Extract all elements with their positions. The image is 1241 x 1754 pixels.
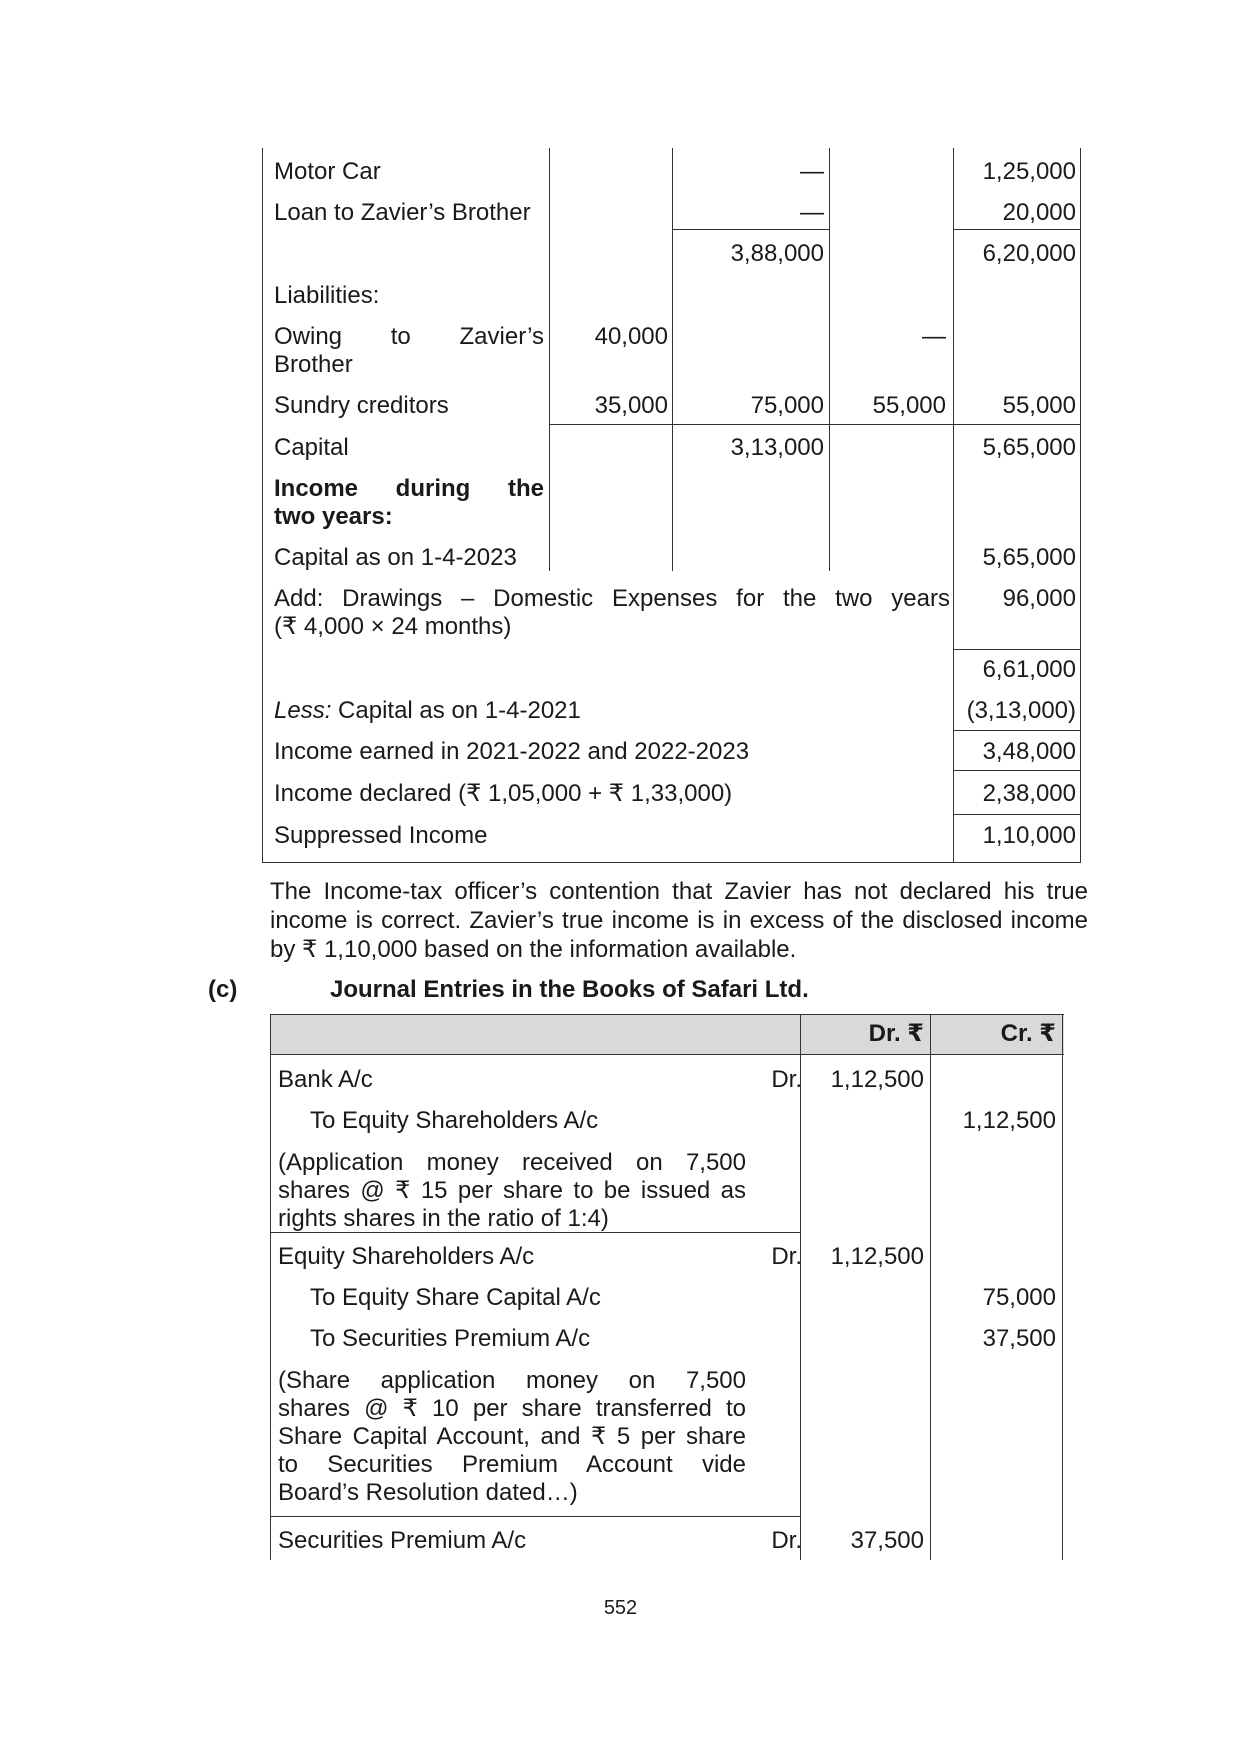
narration-line: Board’s Resolution dated…) [278, 1479, 578, 1506]
row-label: Add: Drawings – Domestic Expenses for the two years [274, 585, 950, 612]
table-border-bottom [262, 862, 1080, 863]
cell-value: 1,25,000 [982, 158, 1076, 185]
row-label: (₹ 4,000 × 24 months) [274, 613, 512, 640]
narration-line: Share Capital Account, and ₹ 5 per share [278, 1423, 746, 1450]
total-rule [953, 649, 1080, 650]
column-divider [800, 1014, 801, 1560]
row-label: Sundry creditors [274, 392, 449, 419]
narration-line: to Securities Premium Account vide [278, 1451, 746, 1478]
credit-header: Cr. ₹ [1000, 1020, 1056, 1047]
dr-tag: Dr. [771, 1066, 802, 1093]
column-divider [549, 148, 550, 571]
conclusion-paragraph: The Income-tax officer’s contention that Zavier has not declared his true income is correct. Zavier’s true income is in excess of the disclosed income by ₹ 1,10,000 based on the information available. [270, 878, 1088, 963]
total-rule [549, 424, 1080, 425]
total-rule [672, 229, 829, 230]
credit-account: To Equity Shareholders A/c [310, 1107, 599, 1134]
cell-value: 96,000 [1002, 585, 1076, 612]
row-heading: two years: [274, 503, 393, 530]
row-label: Motor Car [274, 158, 381, 185]
cell-value: 3,48,000 [982, 738, 1076, 765]
total-rule [953, 730, 1080, 731]
cell-value: 55,000 [1002, 392, 1076, 419]
row-label: Capital as on 1-4-2023 [274, 544, 517, 571]
table-border-left [270, 1014, 271, 1560]
cell-value: — [800, 158, 824, 185]
total-rule [953, 229, 1080, 230]
cell-value: — [922, 323, 946, 350]
narration-line: rights shares in the ratio of 1:4) [278, 1205, 609, 1232]
column-divider [672, 148, 673, 571]
row-label: Suppressed Income [274, 822, 488, 849]
credit-amount: 75,000 [982, 1284, 1056, 1311]
debit-amount: 1,12,500 [830, 1066, 924, 1093]
row-label: Income declared (₹ 1,05,000 + ₹ 1,33,000) [274, 780, 733, 807]
cell-value: 5,65,000 [982, 544, 1076, 571]
credit-account: To Equity Share Capital A/c [310, 1284, 601, 1311]
table-border-left [262, 148, 263, 863]
capital-comparison-table [262, 148, 1088, 863]
cell-value: 1,10,000 [982, 822, 1076, 849]
debit-account: Bank A/c [278, 1066, 373, 1093]
cell-value: 3,88,000 [730, 240, 824, 267]
journal-table [270, 1014, 1064, 1560]
debit-account: Equity Shareholders A/c [278, 1243, 535, 1270]
row-label: Income earned in 2021-2022 and 2022-2023 [274, 738, 750, 765]
table-border-right [1062, 1014, 1063, 1560]
row-heading: Income during the [274, 475, 544, 502]
cell-value: 55,000 [872, 392, 946, 419]
row-label: Capital [274, 434, 349, 461]
narration-line: (Share application money on 7,500 [278, 1367, 746, 1394]
row-label: Brother [274, 351, 353, 378]
cell-value: 6,61,000 [982, 656, 1076, 683]
cell-value: 6,20,000 [982, 240, 1076, 267]
row-label: Owing to Zavier’s [274, 323, 544, 350]
table-border-top [270, 1014, 1064, 1015]
dr-tag: Dr. [771, 1243, 802, 1270]
credit-account: To Securities Premium A/c [310, 1325, 591, 1352]
narration-line: shares @ ₹ 10 per share transferred to [278, 1395, 746, 1422]
less-label: Capital as on 1-4-2021 [338, 697, 581, 724]
total-rule [953, 770, 1080, 771]
cell-value: 5,65,000 [982, 434, 1076, 461]
narration-line: (Application money received on 7,500 [278, 1149, 746, 1176]
narration-line: shares @ ₹ 15 per share to be issued as [278, 1177, 746, 1204]
cell-value: 75,000 [750, 392, 824, 419]
table-border-right [1080, 148, 1081, 863]
credit-amount: 1,12,500 [962, 1107, 1056, 1134]
row-label [274, 697, 934, 725]
column-divider [829, 148, 830, 571]
debit-account: Securities Premium A/c [278, 1527, 527, 1554]
debit-header: Dr. ₹ [868, 1020, 924, 1047]
section-label: (c) [208, 976, 238, 1003]
row-label: Liabilities: [274, 282, 380, 309]
debit-amount: 37,500 [850, 1527, 924, 1554]
debit-amount: 1,12,500 [830, 1243, 924, 1270]
cell-value: 35,000 [594, 392, 668, 419]
total-rule [953, 814, 1080, 815]
page-number: 552 [603, 1597, 638, 1619]
less-prefix: Less: [274, 697, 332, 724]
cell-value: 40,000 [594, 323, 668, 350]
cell-value: (3,13,000) [966, 697, 1076, 724]
cell-value: — [800, 199, 824, 226]
header-rule [270, 1054, 1064, 1055]
journal-title: Journal Entries in the Books of Safari Ltd. [330, 976, 809, 1003]
column-divider [930, 1014, 931, 1560]
dr-tag: Dr. [771, 1527, 802, 1554]
column-divider [953, 148, 954, 863]
cell-value: 20,000 [1002, 199, 1076, 226]
entry-divider [270, 1516, 800, 1517]
cell-value: 3,13,000 [730, 434, 824, 461]
row-label: Loan to Zavier’s Brother [274, 199, 531, 226]
credit-amount: 37,500 [982, 1325, 1056, 1352]
cell-value: 2,38,000 [982, 780, 1076, 807]
